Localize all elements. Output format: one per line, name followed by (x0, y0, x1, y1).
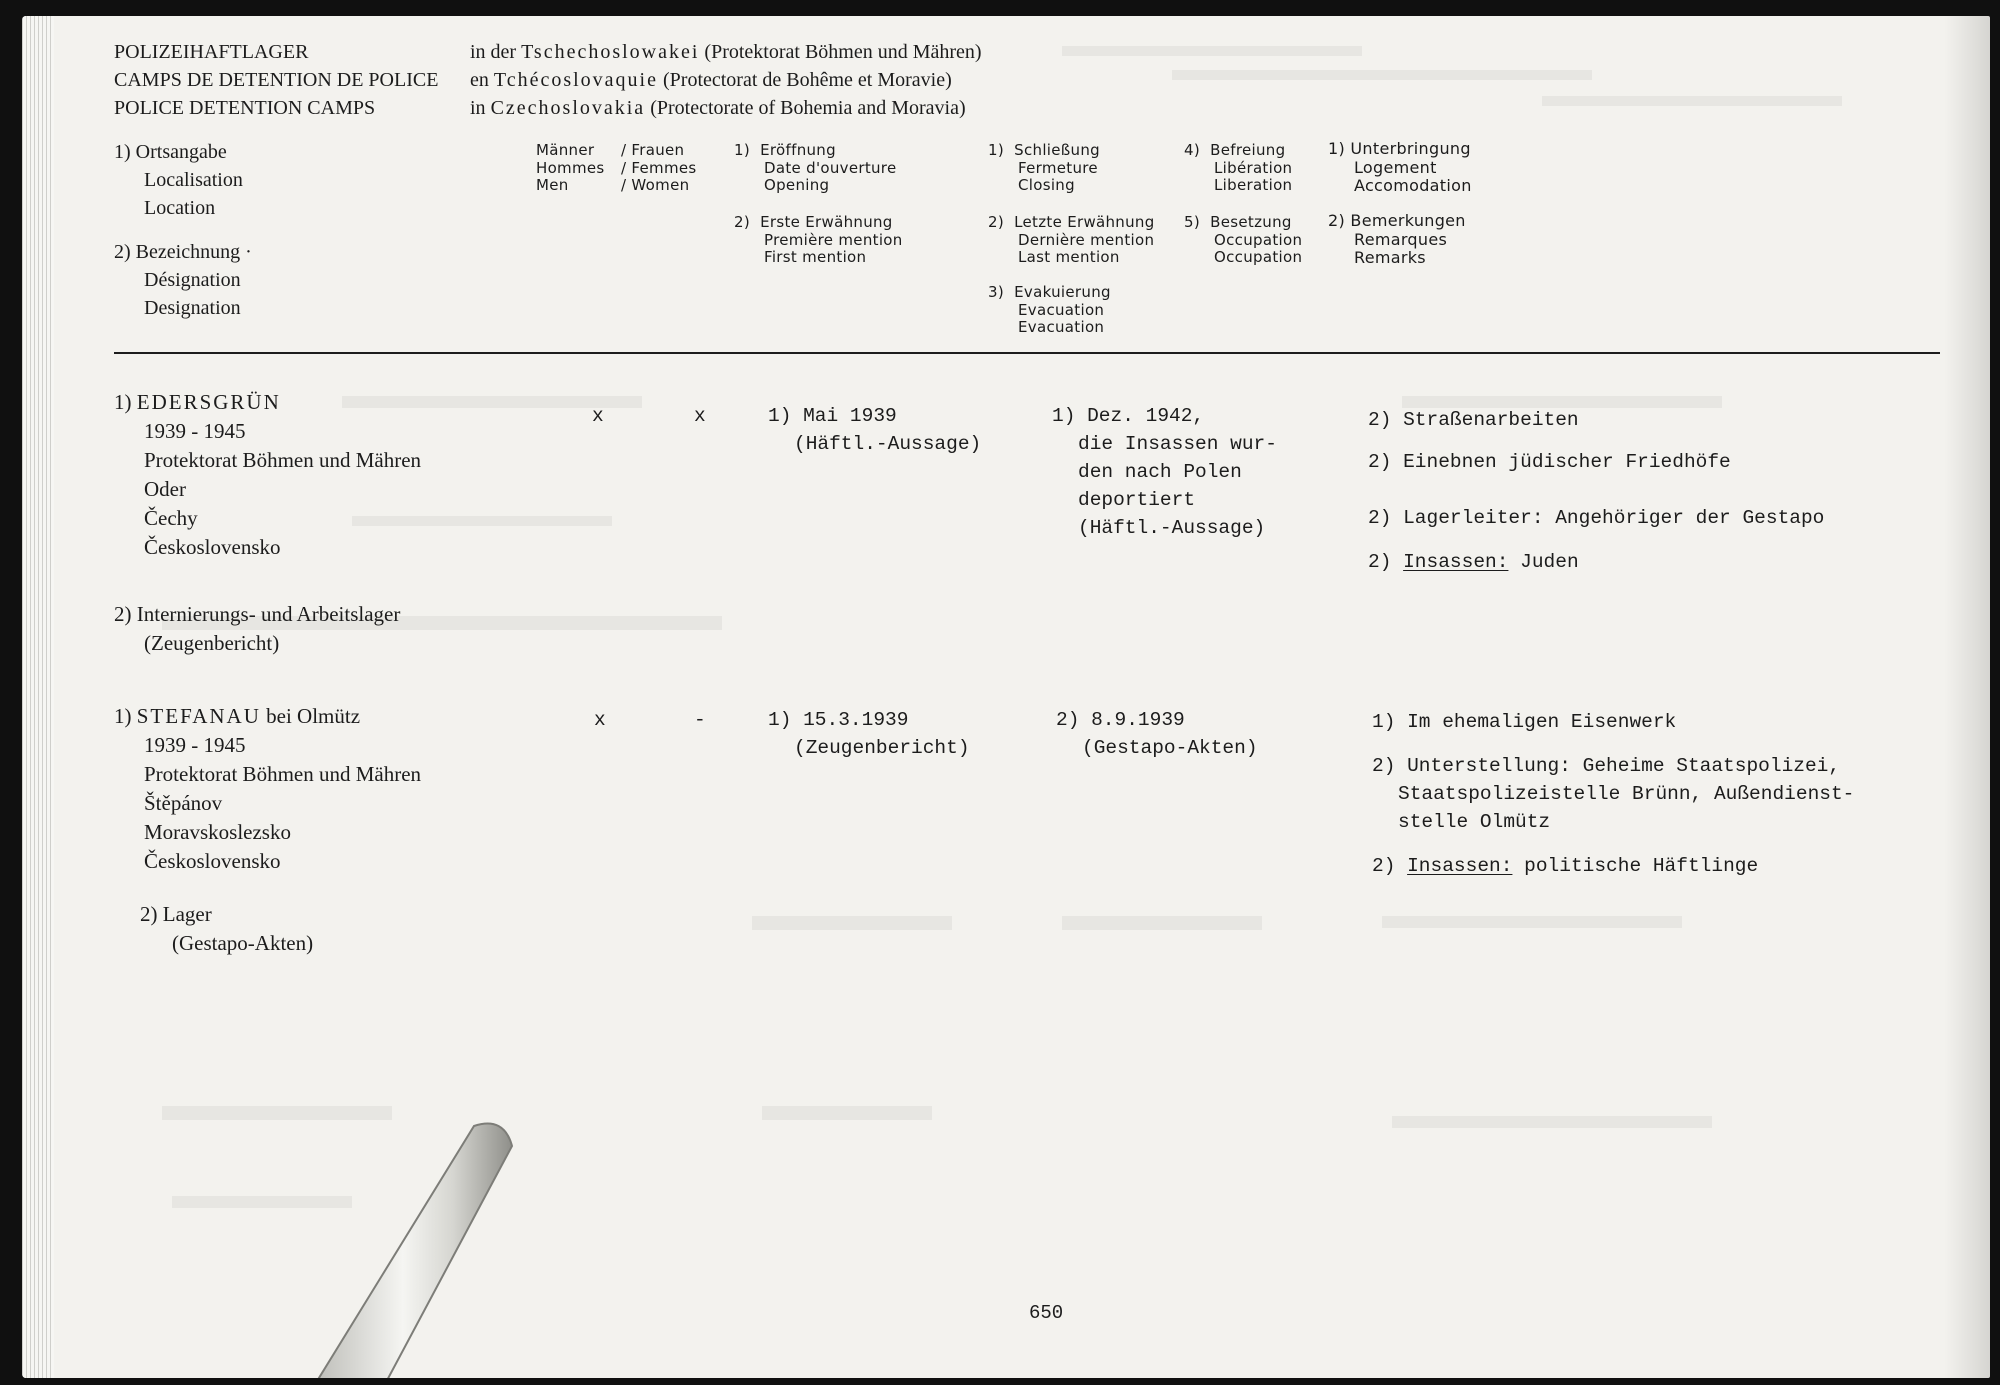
legend-first-mention: 2) Erste Erwähnung Première mention First mention (734, 213, 903, 266)
title-block-left (114, 38, 438, 122)
legend-designation: 2) Bezeichnung · Désignation Designation (114, 241, 252, 319)
legend-location: 1) Ortsangabe Localisation Location (114, 141, 243, 219)
entry-edersgruen-opening: 1) Mai 1939 (Häftl.-Aussage) (768, 405, 982, 455)
entry-stefanau-designation: 2) Lager (Gestapo-Akten) (140, 902, 314, 955)
entry-edersgruen-closing: 1) Dez. 1942, die Insassen wur- den nach Polen deportiert (Häftl.-Aussage) (1052, 405, 1277, 539)
legend-occupation: 5) Besetzung Occupation Occupation (1184, 213, 1303, 266)
header-divider (114, 352, 1940, 354)
legend-men: Männer Hommes Men (536, 141, 605, 194)
legend-last-mention: 2) Letzte Erwähnung Dernière mention Last mention (988, 213, 1155, 266)
entry-stefanau-location: 1) STEFANAU bei Olmütz 1939 - 1945 Protektorat Böhmen und Mähren Štěpánov Moravskoslezsko Československo (114, 704, 422, 873)
legend-evacuation: 3) Evakuierung Evacuation Evacuation (988, 283, 1111, 336)
legend-remarks: 2) Bemerkungen Remarques Remarks (1328, 211, 1466, 267)
title-fr: CAMPS DE DETENTION DE POLICE (114, 69, 439, 91)
entry-edersgruen-remark-1: 2) Straßenarbeiten (1368, 409, 1579, 431)
camp-name: STEFANAU (136, 704, 261, 728)
title-country-en: in Czechoslovakia (Protectorate of Bohemia and Moravia) (470, 97, 966, 119)
entry-edersgruen-designation: 2) Internierungs- und Arbeitslager (Zeugenbericht) (114, 602, 401, 655)
title-de: POLIZEIHAFTLAGER (114, 41, 309, 63)
legend-liberation: 4) Befreiung Libération Liberation (1184, 141, 1293, 194)
pen-tip-image (314, 1106, 544, 1378)
camp-name: EDERSGRÜN (136, 390, 281, 414)
entry-stefanau-remark-3: 2) Insassen: politische Häftlinge (1372, 855, 1759, 877)
legend-opening: 1) Eröffnung Date d'ouverture Opening (734, 141, 897, 194)
legend-accommodation: 1) Unterbringung Logement Accomodation (1328, 139, 1472, 195)
entry-edersgruen-women: x (694, 405, 706, 427)
document-page (22, 16, 1990, 1378)
entry-stefanau-opening: 1) 15.3.1939 (Zeugenbericht) (768, 709, 970, 759)
entry-edersgruen-remark-4: 2) Insassen: Juden (1368, 551, 1579, 573)
entry-stefanau-remark-2: 2) Unterstellung: Geheime Staatspolizei, Staatspolizeistelle Brünn, Außendienst- stelle Olmütz (1372, 755, 1855, 833)
title-country-de: in der Tschechoslowakei (Protektorat Böhmen und Mähren) (470, 41, 982, 63)
entry-stefanau-women: - (694, 709, 706, 731)
legend-women: / Frauen / Femmes / Women (621, 141, 697, 194)
legend-closing: 1) Schließung Fermeture Closing (988, 141, 1100, 194)
entry-edersgruen-remark-3: 2) Lagerleiter: Angehöriger der Gestapo (1368, 507, 1825, 529)
entry-stefanau-remark-1: 1) Im ehemaligen Eisenwerk (1372, 711, 1677, 733)
title-block-right (470, 38, 982, 122)
title-country-fr: en Tchécoslovaquie (Protectorat de Bohême et Moravie) (470, 69, 952, 91)
entry-edersgruen-men: x (592, 405, 604, 427)
entry-stefanau-men: x (594, 709, 606, 731)
entry-edersgruen-location: 1) EDERSGRÜN 1939 - 1945 Protektorat Böhmen und Mähren Oder Čechy Československo (114, 390, 422, 559)
entry-stefanau-closing: 2) 8.9.1939 (Gestapo-Akten) (1056, 709, 1258, 759)
title-en: POLICE DETENTION CAMPS (114, 97, 376, 119)
entry-edersgruen-remark-2: 2) Einebnen jüdischer Friedhöfe (1368, 451, 1731, 473)
page-number: 650 (1029, 1302, 1064, 1324)
